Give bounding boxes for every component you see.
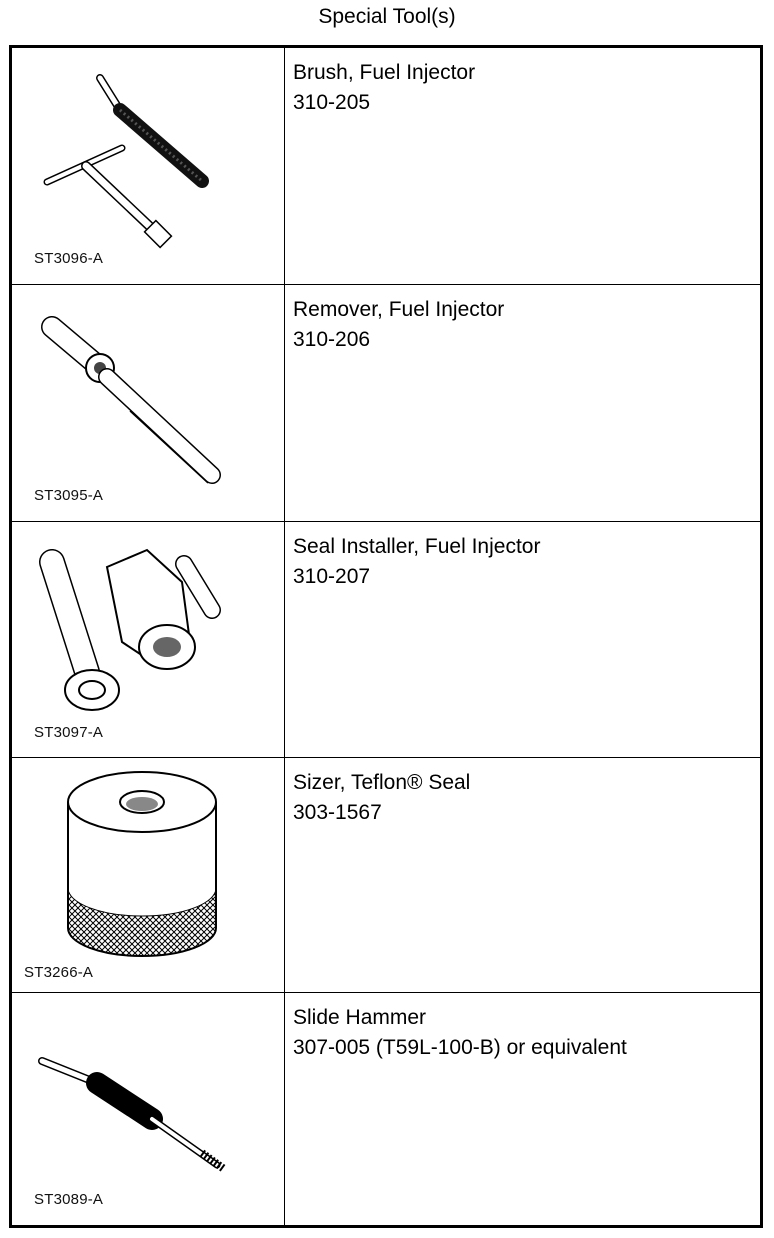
tool-number: 310-205 (293, 91, 371, 114)
tool-number: 307-005 (T59L-100-B) or equivalent (293, 1036, 627, 1059)
illustration-code: ST3266-A (24, 964, 94, 981)
tool-number: 303-1567 (293, 801, 382, 824)
seal-installer-icon (12, 522, 284, 758)
tool-name: Remover, Fuel Injector (293, 298, 505, 321)
tool-description (293, 768, 470, 828)
tool-name: Seal Installer, Fuel Injector (293, 535, 541, 558)
special-tools-table (9, 45, 763, 1228)
tool-name: Brush, Fuel Injector (293, 61, 476, 84)
table-row (12, 522, 760, 758)
fuel-injector-brush-icon (12, 48, 284, 284)
illustration-code: ST3089-A (34, 1191, 104, 1208)
fuel-injector-remover-icon (12, 285, 284, 521)
illustration-cell (12, 993, 285, 1225)
tool-number: 310-207 (293, 565, 371, 588)
teflon-seal-sizer-icon (12, 758, 284, 992)
table-row (12, 758, 760, 993)
illustration-code: ST3096-A (34, 250, 104, 267)
tool-description (293, 58, 475, 118)
table-row (12, 48, 760, 285)
table-row (12, 285, 760, 522)
illustration-code: ST3097-A (34, 724, 104, 741)
tool-description (293, 295, 504, 355)
illustration-cell (12, 48, 285, 284)
tool-description (293, 532, 540, 592)
tool-name: Sizer, Teflon® Seal (293, 771, 471, 794)
page-title: Special Tool(s) (318, 5, 456, 28)
illustration-cell (12, 285, 285, 521)
table-row (12, 993, 760, 1225)
tool-description (293, 1003, 627, 1063)
illustration-cell (12, 758, 285, 992)
tool-name: Slide Hammer (293, 1006, 427, 1029)
illustration-cell (12, 522, 285, 757)
illustration-code: ST3095-A (34, 487, 104, 504)
tool-number: 310-206 (293, 328, 371, 351)
